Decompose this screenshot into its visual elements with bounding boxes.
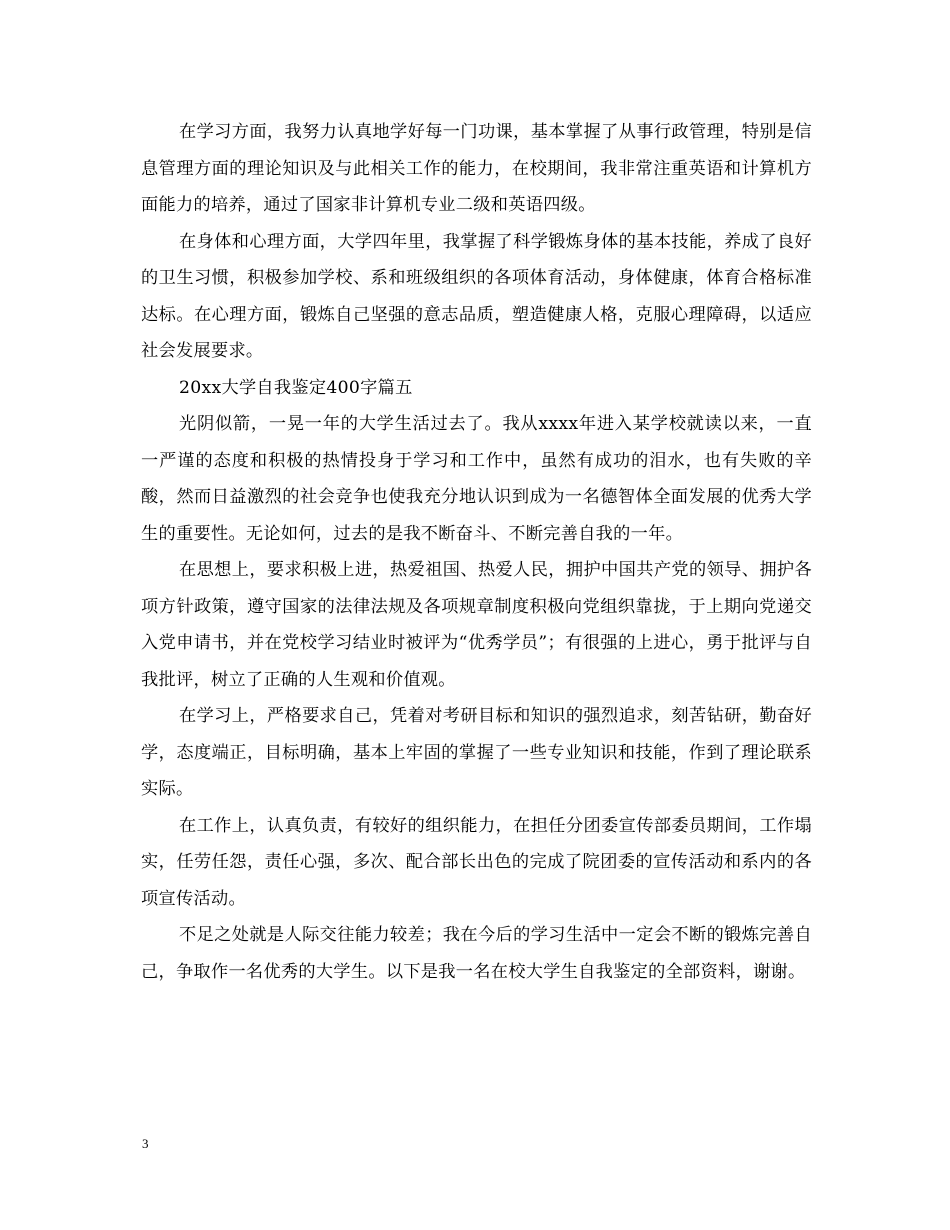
page-number: 3 bbox=[142, 1136, 149, 1151]
section-heading: 20xx大学自我鉴定400字篇五 bbox=[179, 377, 413, 398]
paragraph-work: 在工作上，认真负责，有较好的组织能力，在担任分团委宣传部委员期间，工作塌实，任劳任怨，责任心强，多次、配合部长出色的完成了院团委的宣传活动和系内的各项宣传活动。 bbox=[141, 815, 812, 909]
paragraph-health: 在身体和心理方面，大学四年里，我掌握了科学锻炼身体的基本技能，养成了良好的卫生习惯，积极参加学校、系和班级组织的各项体育活动，身体健康，体育合格标准达标。在心理方面，锻炼自己坚强的意志品质，塑造健康人格，克服心理障碍，以适应社会发展要求。 bbox=[141, 231, 812, 361]
paragraph-shortcomings: 不足之处就是人际交往能力较差；我在今后的学习生活中一定会不断的锻炼完善自己，争取作一名优秀的大学生。以下是我一名在校大学生自我鉴定的全部资料，谢谢。 bbox=[141, 925, 812, 982]
paragraph-study: 在学习方面，我努力认真地学好每一门功课，基本掌握了从事行政管理，特别是信息管理方面的理论知识及与此相关工作的能力，在校期间，我非常注重英语和计算机方面能力的培养，通过了国家非计算机专业二级和英语四级。 bbox=[141, 122, 812, 215]
document-body bbox=[141, 114, 812, 990]
paragraph-learning: 在学习上，严格要求自己，凭着对考研目标和知识的强烈追求，刻苦钻研，勤奋好学，态度端正，目标明确，基本上牢固的掌握了一些专业知识和技能，作到了理论联系实际。 bbox=[141, 706, 812, 799]
paragraph-intro: 光阴似箭，一晃一年的大学生活过去了。我从xxxx年进入某学校就读以来，一直一严谨的态度和积极的热情投身于学习和工作中，虽然有成功的泪水，也有失败的辛酸，然而日益激烈的社会竞争也使我充分地认识到成为一名德智体全面发展的优秀大学生的重要性。无论如何，过去的是我不断奋斗、不断完善自我的一年。 bbox=[141, 414, 812, 544]
paragraph-thought: 在思想上，要求积极上进，热爱祖国、热爱人民，拥护中国共产党的领导、拥护各项方针政策，遵守国家的法律法规及各项规章制度积极向党组织靠拢，于上期向党递交入党申请书，并在党校学习结业时被评为“优秀学员”；有很强的上进心，勇于批评与自我批评，树立了正确的人生观和价值观。 bbox=[141, 560, 812, 690]
